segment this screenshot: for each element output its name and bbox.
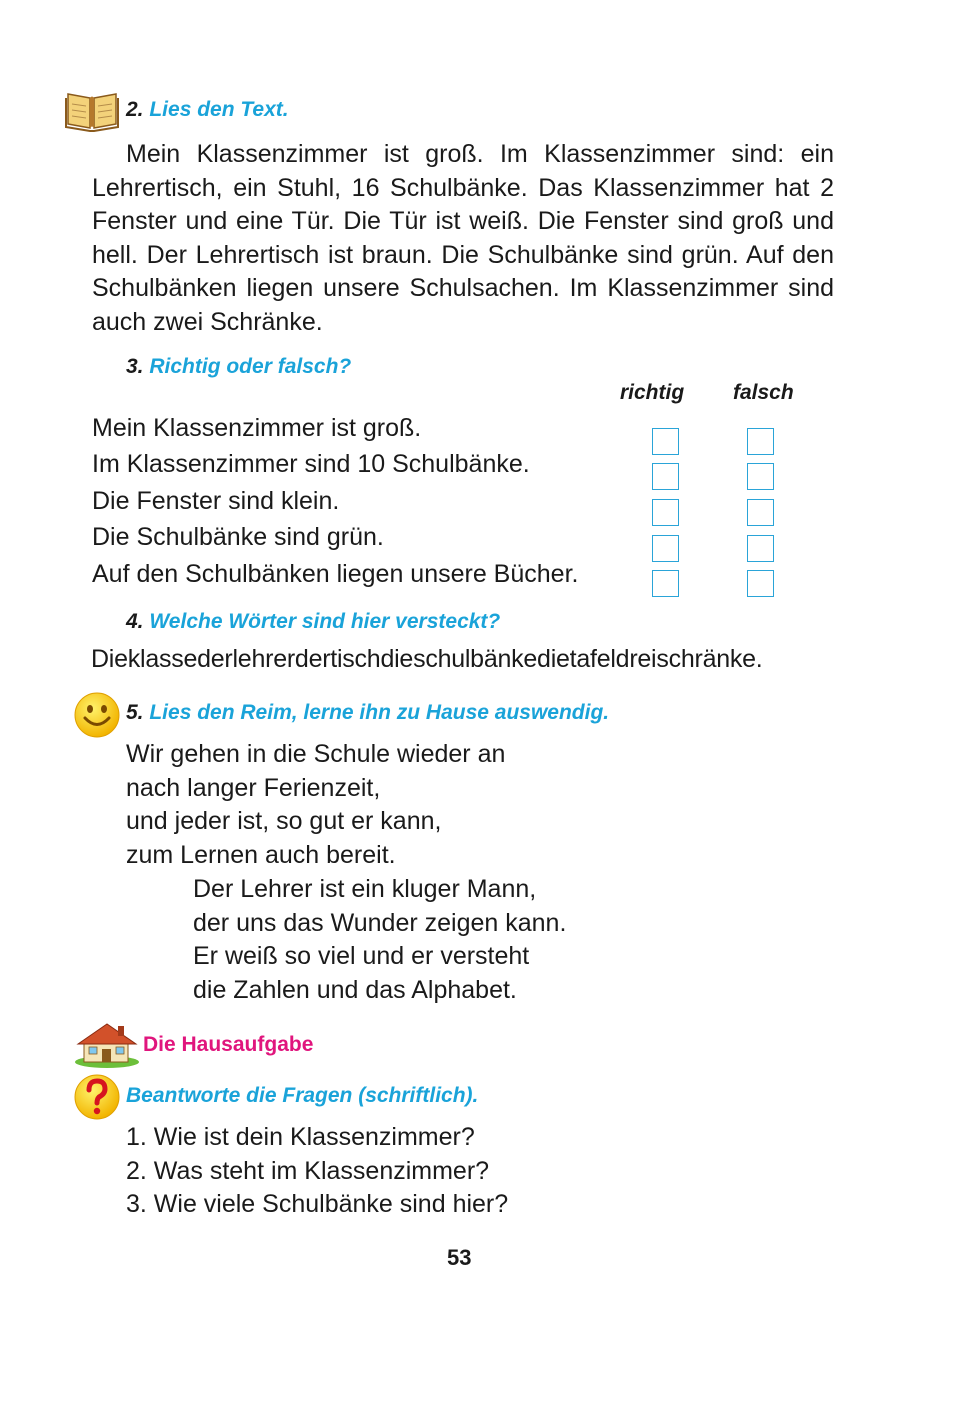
task-number: 3.: [126, 355, 144, 378]
column-header-richtig: richtig: [620, 381, 685, 404]
task-5-heading: [126, 701, 609, 725]
checkbox-falsch-3[interactable]: [747, 499, 774, 526]
rhyme-stanza-2: [193, 875, 566, 1009]
homework-question: 3. Wie viele Schulbänke sind hier?: [126, 1190, 509, 1219]
rhyme-line: die Zahlen und das Alphabet.: [193, 975, 517, 1004]
rhyme-line: Er weiß so viel und er versteht: [193, 942, 530, 971]
page-number: 53: [447, 1245, 472, 1270]
statement-5: Auf den Schulbänken liegen unsere Bücher.: [92, 560, 579, 588]
checkbox-richtig-4[interactable]: [652, 535, 679, 562]
statement-3: Die Fenster sind klein.: [92, 487, 340, 515]
house-icon: [74, 1020, 140, 1068]
rhyme-stanza-1: [126, 740, 505, 874]
homework-title: Die Hausaufgabe: [143, 1033, 314, 1056]
checkbox-falsch-2[interactable]: [747, 463, 774, 490]
checkbox-richtig-2[interactable]: [652, 463, 679, 490]
task-title: Richtig oder falsch?: [149, 355, 352, 378]
book-icon: [64, 86, 120, 132]
rhyme-line: zum Lernen auch bereit.: [126, 840, 396, 869]
statement-2: Im Klassenzimmer sind 10 Schulbänke.: [92, 450, 530, 478]
statement-1: Mein Klassenzimmer ist groß.: [92, 414, 422, 442]
column-header-falsch: falsch: [733, 381, 794, 404]
task-number: 5.: [126, 701, 144, 724]
task-title: Lies den Reim, lerne ihn zu Hause auswendig.: [149, 701, 610, 724]
homework-question: 1. Wie ist dein Klassenzimmer?: [126, 1123, 475, 1151]
rhyme-line: und jeder ist, so gut er kann,: [126, 807, 442, 836]
homework-instruction: Beantworte die Fragen (schriftlich).: [126, 1084, 479, 1107]
checkbox-falsch-5[interactable]: [747, 570, 774, 597]
checkbox-richtig-3[interactable]: [652, 499, 679, 526]
checkbox-richtig-5[interactable]: [652, 570, 679, 597]
hidden-words-string: Dieklassederlehrerdertischdieschulbänkedietafeldreischränke.: [91, 645, 763, 673]
task-title: Welche Wörter sind hier versteckt?: [149, 610, 501, 633]
reading-paragraph: [92, 138, 834, 340]
question-mark-icon: [73, 1073, 121, 1121]
paragraph-text: Mein Klassenzimmer ist groß. Im Klassenzimmer sind: ein Lehrertisch, ein Stuhl, 16 Schulbänke. Das Klassenzimmer hat 2 Fenster und eine Tür. Die Tür ist weiß. Die Fenster sind groß und hell. Der Lehrertisch ist braun. Die Schulbänke sind grün. Auf den Schulbänken liegen unsere Schulsachen. Im Klassenzimmer sind auch zwei Schränke.: [92, 140, 834, 336]
task-2-heading: [126, 98, 289, 122]
task-4-heading: [126, 610, 500, 634]
homework-question: 2. Was steht im Klassenzimmer?: [126, 1156, 490, 1185]
checkbox-falsch-4[interactable]: [747, 535, 774, 562]
statement-4: Die Schulbänke sind grün.: [92, 523, 384, 551]
checkbox-falsch-1[interactable]: [747, 428, 774, 455]
rhyme-line: Wir gehen in die Schule wieder an: [126, 740, 506, 768]
task-3-heading: [126, 355, 351, 379]
task-number: 2.: [126, 98, 144, 121]
task-title: Lies den Text.: [149, 98, 289, 121]
rhyme-line: nach langer Ferienzeit,: [126, 773, 381, 802]
checkbox-richtig-1[interactable]: [652, 428, 679, 455]
rhyme-line: der uns das Wunder zeigen kann.: [193, 908, 567, 937]
task-number: 4.: [126, 610, 144, 633]
smiley-icon: [73, 691, 121, 739]
homework-questions: [126, 1123, 508, 1224]
rhyme-line: Der Lehrer ist ein kluger Mann,: [193, 875, 537, 903]
